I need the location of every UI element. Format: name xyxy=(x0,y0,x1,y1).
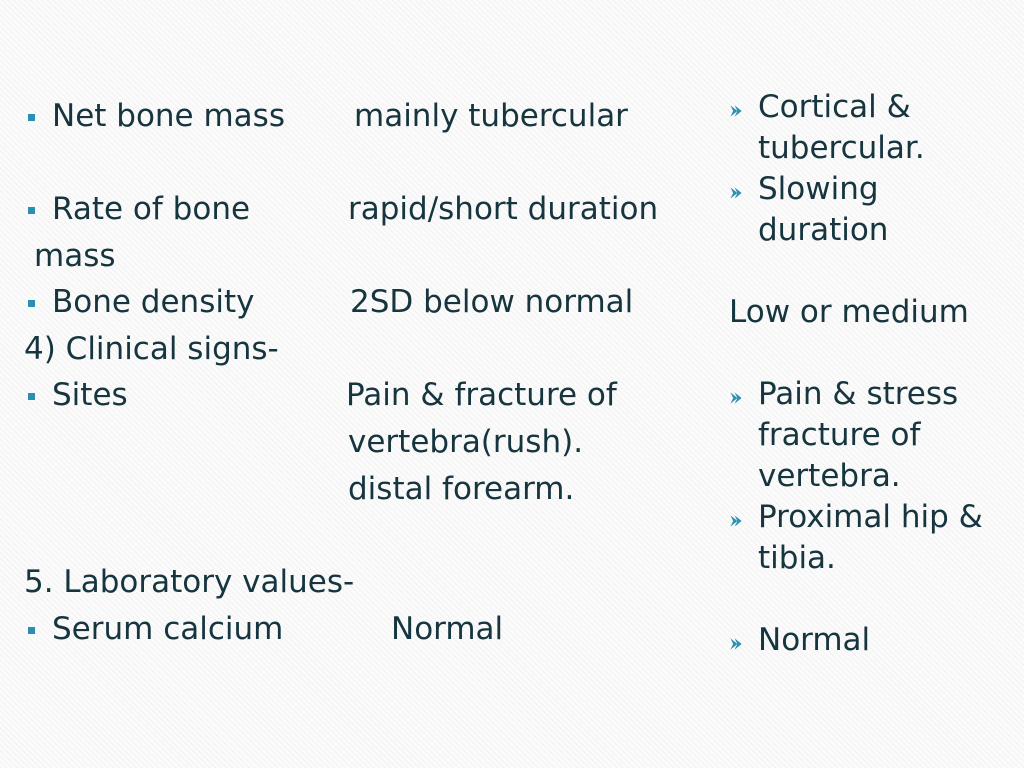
arrow-bullet-icon xyxy=(729,637,743,651)
value-net-bone-mass: mainly tubercular xyxy=(354,98,628,134)
value-sites-line3: distal forearm. xyxy=(348,471,575,507)
square-bullet-icon xyxy=(28,114,35,121)
arrow-bullet-icon xyxy=(729,514,743,528)
square-bullet-icon xyxy=(28,627,35,634)
comparison-item-3-line1: Pain & stress xyxy=(758,376,959,412)
square-bullet-icon xyxy=(28,207,35,214)
comparison-item-1-line2: tubercular. xyxy=(758,130,925,166)
value-sites-line1: Pain & fracture of xyxy=(346,377,617,413)
comparison-bone-density: Low or medium xyxy=(729,294,969,330)
square-bullet-icon xyxy=(28,393,35,400)
comparison-item-4-line1: Proximal hip & xyxy=(758,499,983,535)
comparison-item-3-line3: vertebra. xyxy=(758,458,901,494)
comparison-item-4-line2: tibia. xyxy=(758,540,836,576)
square-bullet-icon xyxy=(28,300,35,307)
comparison-item-2-line2: duration xyxy=(758,212,889,248)
arrow-bullet-icon xyxy=(729,186,743,200)
comparison-item-1-line1: Cortical & xyxy=(758,89,911,125)
arrow-bullet-icon xyxy=(729,104,743,118)
row-label-net-bone-mass: Net bone mass xyxy=(52,98,285,134)
value-bone-density: 2SD below normal xyxy=(350,284,634,320)
row-label-rate-of-bone: Rate of bone xyxy=(52,191,251,227)
section-heading-laboratory-values: 5. Laboratory values- xyxy=(24,564,355,600)
value-sites-line2: vertebra(rush). xyxy=(348,424,584,460)
row-label-rate-of-bone-continuation: mass xyxy=(34,238,116,274)
value-serum-calcium: Normal xyxy=(391,611,504,647)
row-label-bone-density: Bone density xyxy=(52,284,255,320)
section-heading-clinical-signs: 4) Clinical signs- xyxy=(24,331,279,367)
row-label-sites: Sites xyxy=(52,377,128,413)
row-label-serum-calcium: Serum calcium xyxy=(52,611,284,647)
comparison-item-3-line2: fracture of xyxy=(758,417,921,453)
arrow-bullet-icon xyxy=(729,391,743,405)
comparison-item-2-line1: Slowing xyxy=(758,171,879,207)
value-rate-of-bone: rapid/short duration xyxy=(348,191,659,227)
comparison-item-5: Normal xyxy=(758,622,871,658)
